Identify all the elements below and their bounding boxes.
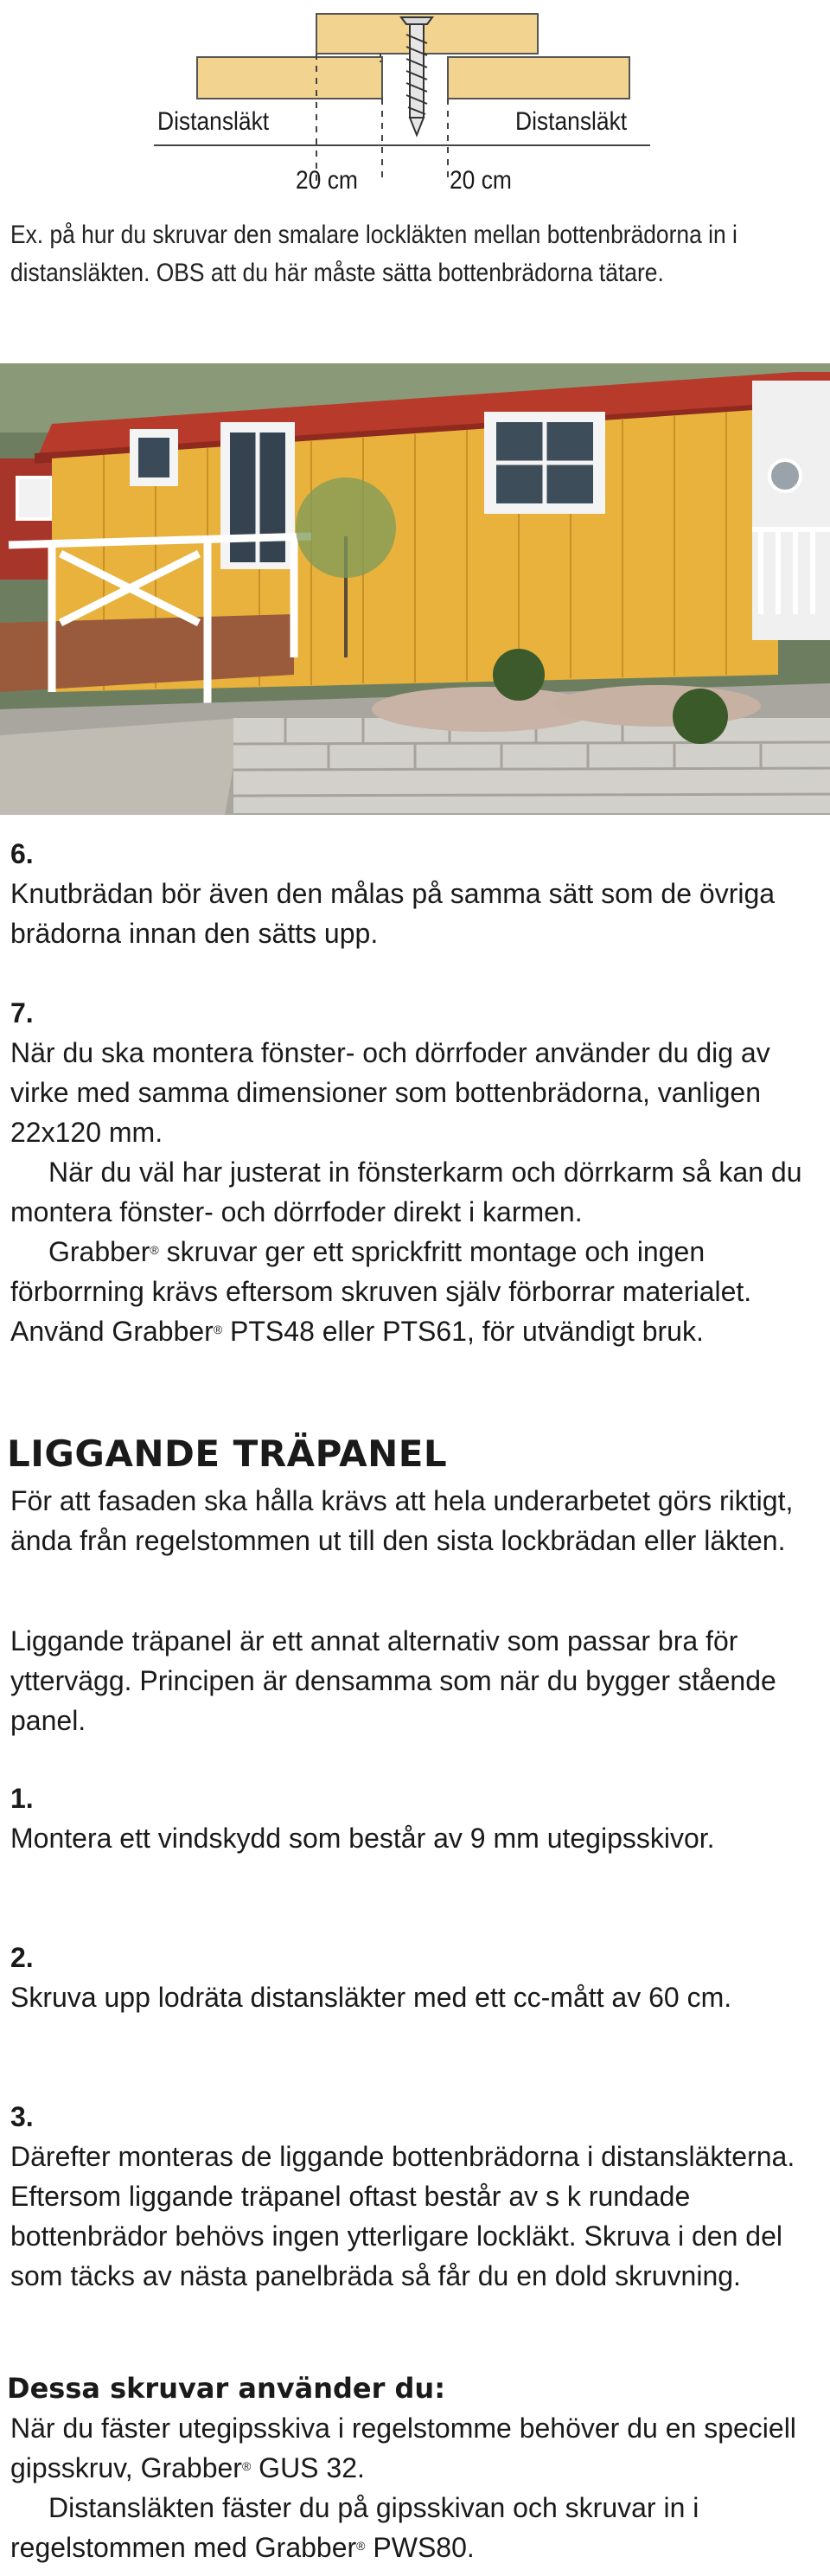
right-distance-batten-label: Distansläkt	[515, 107, 628, 136]
step-6-text: Knutbrädan bör även den målas på samma sätt som de övriga brädorna innan den sätts upp.	[10, 878, 776, 949]
step-6-number: 6.	[10, 838, 34, 869]
diagram-caption: Ex. på hur du skruvar den smalare lockläkten mellan bottenbrädorna in i distansläkten. OBS att du här måste sätta bottenbrädorna tätare.	[10, 221, 737, 287]
step-2-text: Skruva upp lodräta distansläkter med ett cc-mått av 60 cm.	[10, 1982, 732, 2013]
screw-diagram-graphic	[0, 0, 830, 208]
step-7-paragraph-2: När du väl har justerat in fönsterkarm och dörrkarm så kan du montera fönster- och dörrfoder direkt i karmen.	[10, 1157, 802, 1227]
step-7-paragraph-1: När du ska montera fönster- och dörrfoder använder du dig av virke med samma dimensioner som bottenbrädorna, vanligen 22x120 mm.	[10, 1037, 770, 1148]
step-2-number: 2.	[10, 1942, 34, 1973]
left-board	[197, 57, 382, 99]
registered-mark: ®	[241, 2459, 252, 2473]
screw-diagram	[0, 0, 830, 208]
left-distance-batten-label: Distansläkt	[157, 107, 270, 136]
step-3-text: Därefter monteras de liggande bottenbrädorna i distansläkterna. Eftersom liggande träpanel oftast består av s k rundade bottenbrädor behövs ingen ytterligare lockläkt. Skruva i den del som täcks av nästa panelbräda så får du en dold skruvning.	[10, 2141, 795, 2291]
left-dimension-label: 20 cm	[296, 166, 358, 195]
registered-mark: ®	[213, 1323, 223, 1336]
house-photo	[0, 363, 830, 815]
screws-paragraph-2: Distansläkten fäster du på gipsskivan och skruvar in i regelstommen med Grabber® PWS80.	[10, 2492, 699, 2563]
step-3-number: 3.	[10, 2101, 34, 2132]
section-heading: LIGGANDE TRÄPANEL	[7, 1432, 448, 1475]
right-board	[448, 57, 629, 99]
right-dimension-label: 20 cm	[450, 166, 512, 195]
step-7-paragraph-3: Grabber® skruvar ger ett sprickfritt montage och ingen förborrning krävs eftersom skruven själv förborrar materialet. Använd Grabber® PTS48 eller PTS61, för utvändigt bruk.	[10, 1236, 752, 1347]
step-1-text: Montera ett vindskydd som består av 9 mm utegipsskivor.	[10, 1823, 715, 1854]
screws-heading: Dessa skruvar använder du:	[7, 2372, 445, 2405]
registered-mark: ®	[356, 2539, 366, 2553]
section-intro-1: För att fasaden ska hålla krävs att hela underarbetet görs riktigt, ända från regelstommen ut till den sista lockbrädan eller läkten.	[10, 1485, 794, 1556]
screws-paragraph-1: När du fäster utegipsskiva i regelstomme behöver du en speciell gipsskruv, Grabber® GUS 32.	[10, 2413, 796, 2483]
step-1-number: 1.	[10, 1783, 34, 1814]
step-7-number: 7.	[10, 997, 34, 1028]
registered-mark: ®	[150, 1243, 159, 1257]
section-intro-2: Liggande träpanel är ett annat alternativ som passar bra för yttervägg. Principen är densamma som när du bygger stående panel.	[10, 1625, 776, 1736]
